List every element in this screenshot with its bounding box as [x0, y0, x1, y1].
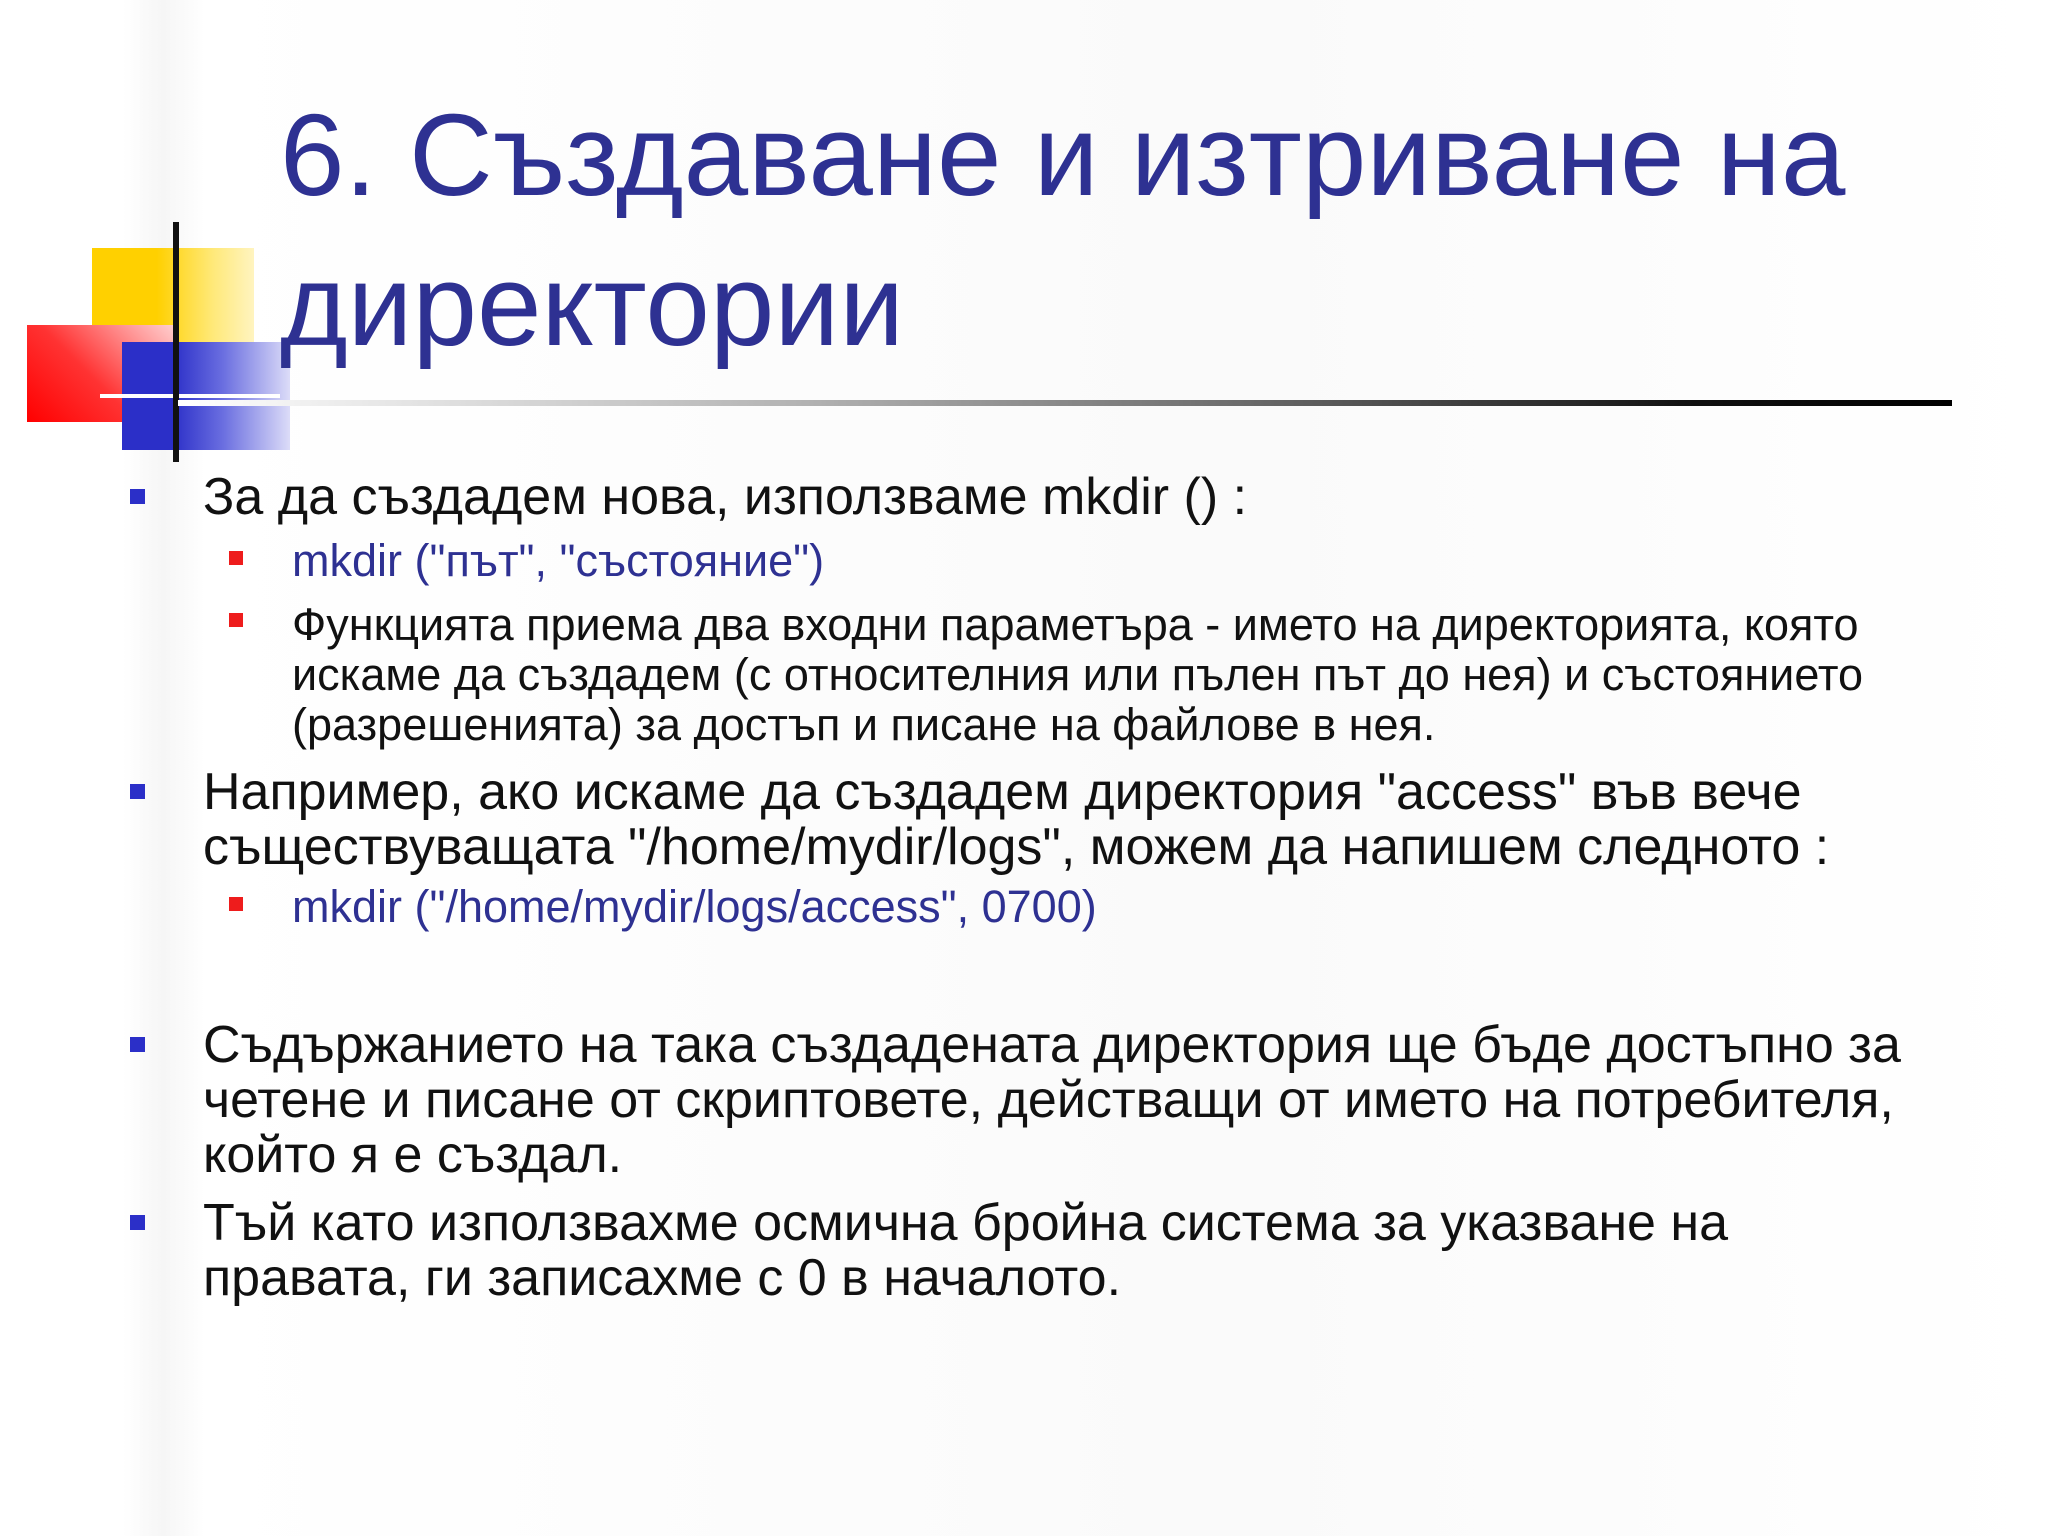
sub-bullet-square-icon [229, 613, 243, 627]
sub-bullet-item [292, 600, 1992, 750]
slide-title: 6. Създаване и изтриване на директории [280, 90, 1846, 370]
sub-bullet-square-icon [229, 897, 243, 911]
bullet-item [203, 1196, 1923, 1306]
bullet-text: За да създадем нова, използваме mkdir () : [203, 468, 1248, 526]
bullet-item [203, 470, 2003, 525]
code-example: mkdir ("/home/mydir/logs/access", 0700) [292, 881, 1097, 932]
sub-bullet-square-icon [229, 551, 243, 565]
bullet-text: Тъй като използвахме осмична бройна система за указване на правата, ги записахме с 0 в началото. [203, 1194, 1729, 1307]
code-example: mkdir ("път", "състояние") [292, 535, 825, 586]
bullet-text: Съдържанието на така създадената директория ще бъде достъпно за четене и писане от скриптовете, действащи от името на потребителя, който я е създал. [203, 1016, 1901, 1184]
bullet-square-icon [130, 784, 145, 799]
bullet-text: Например, ако искаме да създадем директория "access" във вече съществуващата "/home/mydir/logs", можем да напишем следното : [203, 763, 1830, 876]
sub-bullet-item [292, 882, 1992, 932]
bullet-square-icon [130, 1037, 145, 1052]
bullet-square-icon [130, 1215, 145, 1230]
bullet-item [203, 765, 2023, 875]
bullet-item [203, 1018, 2023, 1183]
bullet-square-icon [130, 489, 145, 504]
sub-bullet-item [292, 536, 1992, 586]
bullet-text: Функцията приема два входни параметъра - името на директорията, която искаме да създадем (с относителния или пълен път до нея) и състоянието (разрешенията) за достъп и писане на файлове в нея. [292, 599, 1863, 750]
